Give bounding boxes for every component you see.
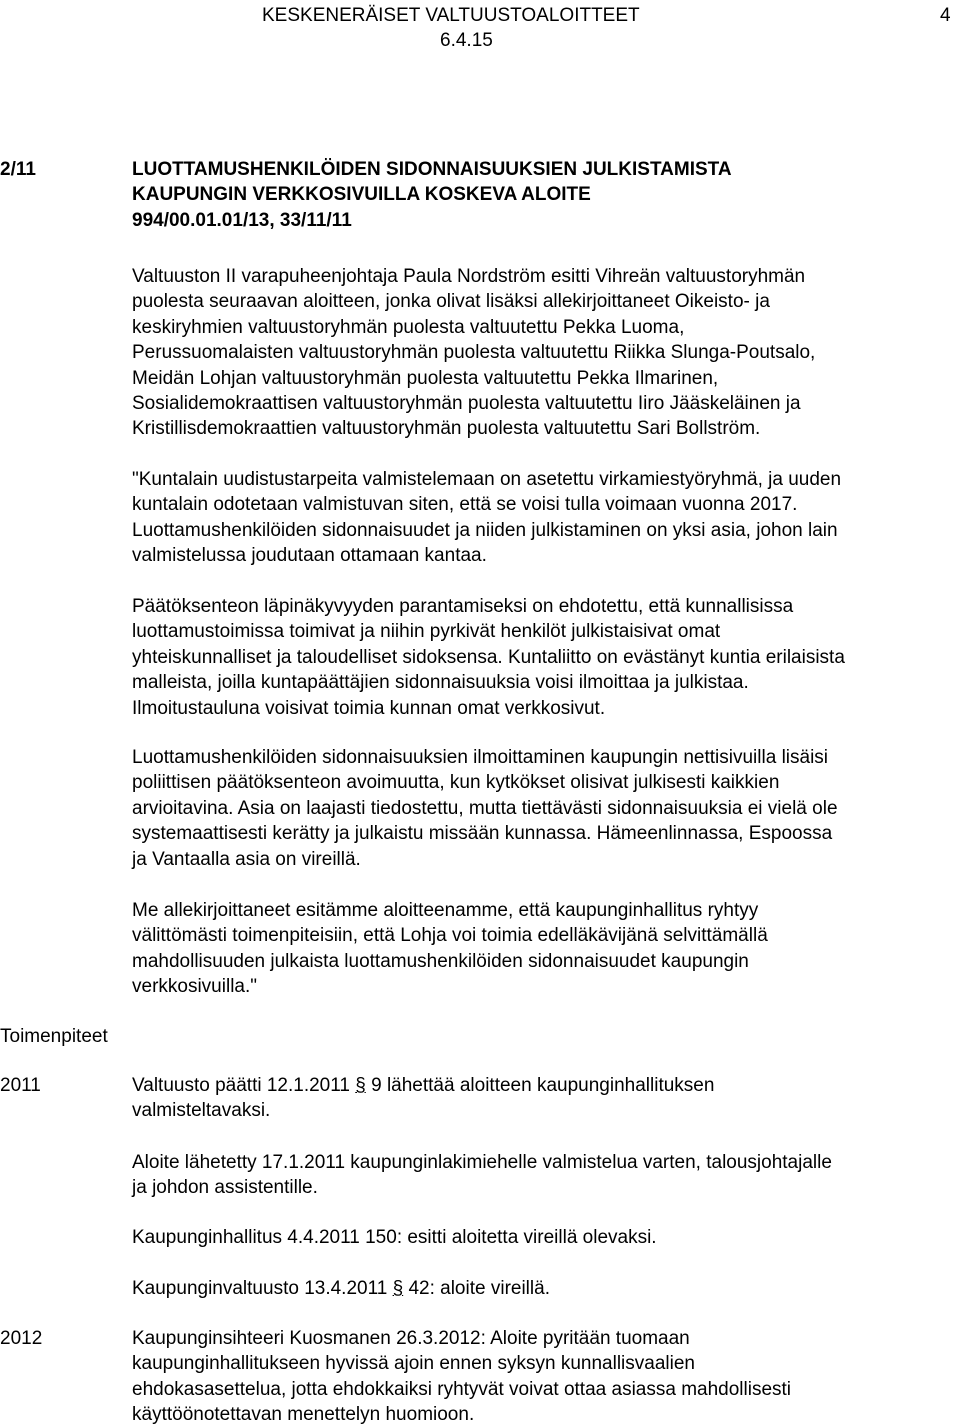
action-text: 42: aloite vireillä. xyxy=(403,1278,550,1299)
paragraph-quote-3 xyxy=(132,745,958,872)
text-line: Päätöksenteon läpinäkyvyyden parantamiseksi on ehdotettu, että kunnallisissa xyxy=(132,596,794,617)
section-sign: § xyxy=(355,1075,366,1096)
text-line: keskiryhmien valtuustoryhmän puolesta valtuutettu Pekka Luoma, xyxy=(132,316,685,338)
year-2011: 2011 xyxy=(0,1075,41,1096)
year-2012: 2012 xyxy=(0,1328,43,1349)
text-line: ja Vantaalla asia on vireillä. xyxy=(132,848,361,870)
header-title: KESKENERÄISET VALTUUSTOALOITTEET xyxy=(262,5,640,26)
text-line: kaupunginhallitukseen hyvissä ajoin ennen syksyn kunnallisvaalien xyxy=(132,1353,695,1375)
paragraph-quote-4 xyxy=(132,898,958,1000)
text-line: mahdollisuuden julkaista luottamushenkilöiden sidonnaisuudet kaupungin xyxy=(132,950,749,972)
page-number: 4 xyxy=(940,5,951,26)
item-title xyxy=(132,157,932,233)
text-line: Valtuuston II varapuheenjohtaja Paula Nordström esitti Vihreän valtuustoryhmän xyxy=(132,266,806,287)
paragraph-quote-2 xyxy=(132,594,958,721)
text-line: verkkosivuilla." xyxy=(132,976,258,998)
item-title-line: LUOTTAMUSHENKILÖIDEN SIDONNAISUUKSIEN JULKISTAMISTA xyxy=(132,159,732,180)
action-secretary xyxy=(132,1326,958,1428)
paragraph-quote-1 xyxy=(132,467,958,569)
paragraph-intro xyxy=(132,264,958,442)
text-line: "Kuntalain uudistustarpeita valmistelemaan on asetettu virkamiestyöryhmä, ja uuden xyxy=(132,469,842,490)
text-line: puolesta seuraavan aloitteen, jonka olivat lisäksi allekirjoittaneet Oikeisto- ja xyxy=(132,291,770,313)
action-text: Valtuusto päätti 12.1.2011 xyxy=(132,1075,356,1096)
text-line: ehdokasasettelua, jotta ehdokkaiksi ryhtyvät voivat ottaa asiassa mahdollisesti xyxy=(132,1378,792,1400)
text-line: Perussuomalaisten valtuustoryhmän puolesta valtuutettu Riikka Slunga-Poutsalo, xyxy=(132,342,816,364)
text-line: systemaattisesti kerätty ja julkaistu missään kunnassa. Hämeenlinnassa, Espoossa xyxy=(132,823,833,845)
item-number: 2/11 xyxy=(0,159,36,180)
text-line: Me allekirjoittaneet esitämme aloitteenamme, että kaupunginhallitus ryhtyy xyxy=(132,900,759,921)
text-line: Ilmoitustauluna voisivat toimia kunnan omat verkkosivut. xyxy=(132,697,606,719)
text-line: yhteiskunnalliset ja taloudelliset sidoksensa. Kuntaliitto on evästänyt kuntia erilaisista xyxy=(132,646,845,668)
text-line: Kaupunginhallitus 4.4.2011 150: esitti aloitetta vireillä olevaksi. xyxy=(132,1227,657,1248)
header-date: 6.4.15 xyxy=(440,30,493,51)
text-line: valmisteltavaksi. xyxy=(132,1100,271,1122)
text-line: malleista, joilla kuntapäättäjien sidonnaisuuksia voisi ilmoittaa ja julkistaa. xyxy=(132,672,749,694)
item-reference: 994/00.01.01/13, 33/11/11 xyxy=(132,209,352,231)
actions-label: Toimenpiteet xyxy=(0,1026,108,1047)
text-line: kuntalain odotetaan valmistuvan siten, että se voisi tulla voimaan vuonna 2017. xyxy=(132,494,798,516)
text-line: ja johdon assistentille. xyxy=(132,1177,318,1199)
text-line: Sosialidemokraattisen valtuustoryhmän puolesta valtuutettu Iiro Jääskeläinen ja xyxy=(132,393,801,415)
text-line: luottamustoimissa toimivat ja niihin pyrkivät henkilöt julkistaisivat omat xyxy=(132,621,721,643)
text-line: Meidän Lohjan valtuustoryhmän puolesta valtuutettu Pekka Ilmarinen, xyxy=(132,367,719,389)
text-line: Kristillisdemokraattien valtuustoryhmän puolesta valtuutettu Sari Bollström. xyxy=(132,418,761,440)
text-line: Aloite lähetetty 17.1.2011 kaupunginlakimiehelle valmistelua varten, talousjohtajalle xyxy=(132,1152,832,1173)
text-line: käyttöönotettavan menettelyn huomioon. xyxy=(132,1404,475,1426)
action-sent xyxy=(132,1150,958,1201)
action-council-decision xyxy=(132,1073,958,1124)
text-line xyxy=(132,1276,958,1301)
text-line: Luottamushenkilöiden sidonnaisuuksien ilmoittaminen kaupungin nettisivuilla lisäisi xyxy=(132,747,829,768)
action-board xyxy=(132,1225,958,1250)
text-line: Luottamushenkilöiden sidonnaisuudet ja niiden julkistaminen on yksi asia, johon lain xyxy=(132,519,838,541)
text-line: poliittisen päätöksenteon avoimuutta, kun kytkökset olisivat julkisesti kaikkien xyxy=(132,772,780,794)
text-line xyxy=(132,1073,958,1098)
action-text: Kaupunginvaltuusto 13.4.2011 xyxy=(132,1278,393,1299)
text-line: valmistelussa joudutaan ottamaan kantaa. xyxy=(132,545,487,567)
action-council-pending xyxy=(132,1276,958,1301)
text-line: Kaupunginsihteeri Kuosmanen 26.3.2012: Aloite pyritään tuomaan xyxy=(132,1328,690,1349)
section-sign: § xyxy=(392,1278,404,1299)
action-text: 9 lähettää aloitteen kaupunginhallituksen xyxy=(365,1075,715,1096)
item-title-line: KAUPUNGIN VERKKOSIVUILLA KOSKEVA ALOITE xyxy=(132,184,591,206)
text-line: arvioitavina. Asia on laajasti tiedostettu, mutta tiettävästi sidonnaisuuksia ei vielä ole xyxy=(132,797,838,819)
text-line: välittömästi toimenpiteisiin, että Lohja voi toimia edelläkävijänä selvittämällä xyxy=(132,925,768,947)
